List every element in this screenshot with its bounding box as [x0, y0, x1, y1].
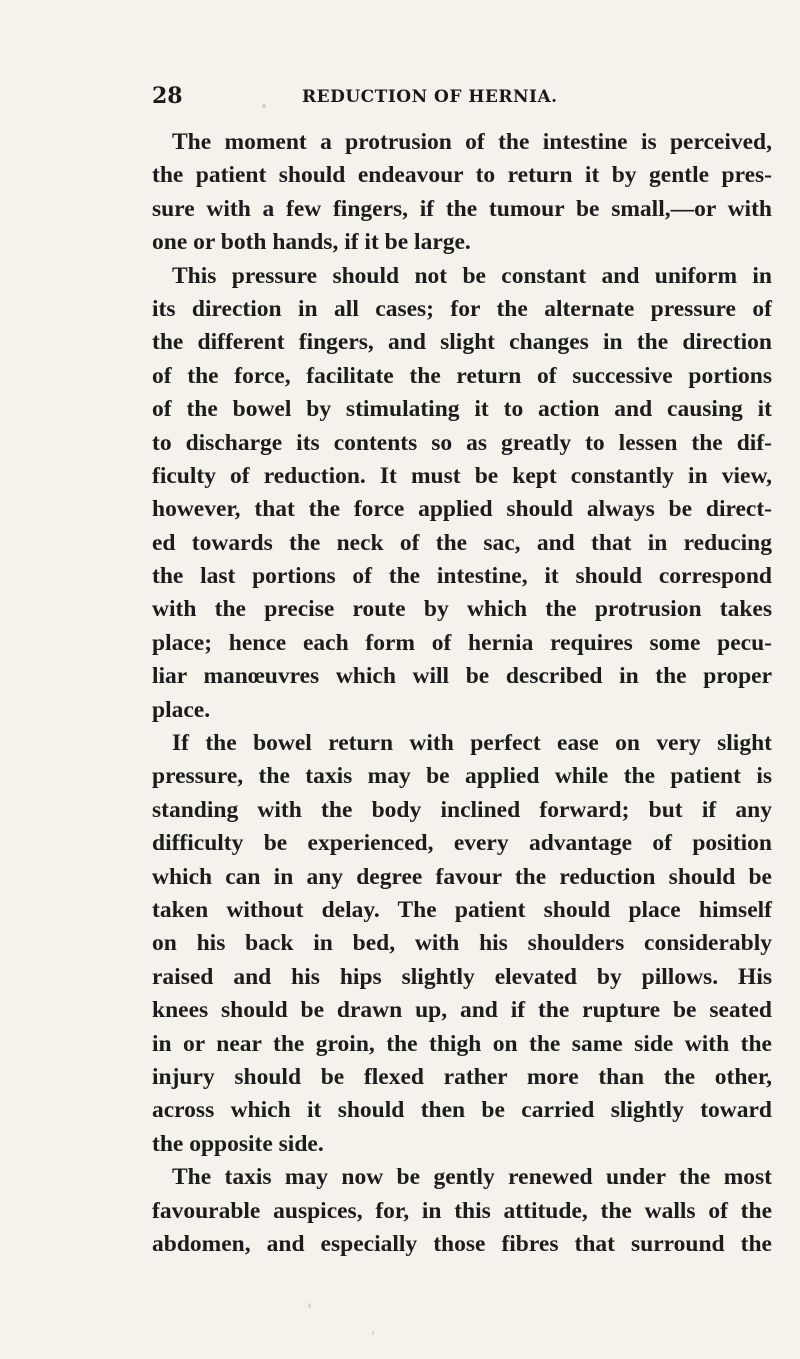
text-line: ficulty of reduction. It must be kept constantly in view, — [152, 462, 772, 489]
text-line: pressure, the taxis may be applied while the patient is — [152, 763, 772, 790]
text-line: injury should be flexed rather more than the other, — [152, 1063, 772, 1090]
text-line: one or both hands, if it be large. — [152, 229, 471, 256]
page-header — [152, 81, 772, 117]
paper-speck — [372, 1331, 374, 1335]
text-line: ed towards the neck of the sac, and that in reducing — [152, 529, 772, 556]
text-line: the patient should endeavour to return it by gentle pres- — [152, 162, 772, 189]
text-line: which can in any degree favour the reduction should be — [152, 863, 772, 890]
text-line: on his back in bed, with his shoulders considerably — [152, 930, 772, 957]
text-line: place; hence each form of hernia requires some pecu- — [152, 629, 772, 656]
text-line: liar manœuvres which will be described in the proper — [152, 663, 772, 690]
text-line: the last portions of the intestine, it should correspond — [152, 563, 772, 590]
text-line: the different fingers, and slight changes in the direction — [152, 329, 772, 356]
text-line: place. — [152, 696, 211, 723]
text-line: in or near the groin, the thigh on the same side with the — [152, 1030, 772, 1057]
text-line: with the precise route by which the protrusion takes — [152, 596, 772, 623]
body-text — [152, 126, 772, 1261]
text-line: the opposite side. — [152, 1130, 324, 1157]
text-line: This pressure should not be constant and uniform in — [172, 262, 772, 289]
paper-speck — [262, 104, 266, 108]
text-line: standing with the body inclined forward; but if any — [152, 796, 772, 823]
text-line: to discharge its contents so as greatly to lessen the dif- — [152, 429, 772, 456]
text-line: sure with a few fingers, if the tumour be small,—or with — [152, 195, 772, 222]
text-line: of the force, facilitate the return of successive portions — [152, 362, 772, 389]
text-line: The taxis may now be gently renewed under the most — [172, 1164, 772, 1191]
page-number: 28 — [152, 83, 183, 109]
text-line: of the bowel by stimulating it to action and causing it — [152, 396, 772, 423]
text-line: raised and his hips slightly elevated by pillows. His — [152, 963, 772, 990]
text-line: its direction in all cases; for the alternate pressure of — [152, 295, 772, 322]
text-line: taken without delay. The patient should place himself — [152, 896, 772, 923]
text-line: If the bowel return with perfect ease on very slight — [172, 730, 772, 757]
text-line: knees should be drawn up, and if the rupture be seated — [152, 997, 772, 1024]
text-line: favourable auspices, for, in this attitude, the walls of the — [152, 1197, 772, 1224]
text-line: however, that the force applied should always be direct- — [152, 496, 772, 523]
text-line: The moment a protrusion of the intestine is perceived, — [172, 129, 772, 155]
running-head: REDUCTION OF HERNIA. — [302, 87, 558, 107]
text-line: difficulty be experienced, every advantage of position — [152, 830, 772, 857]
paper-speck — [308, 1303, 311, 1308]
paper-speck — [448, 947, 451, 950]
text-line: abdomen, and especially those fibres that surround the — [152, 1230, 772, 1257]
text-line: across which it should then be carried slightly toward — [152, 1097, 772, 1124]
